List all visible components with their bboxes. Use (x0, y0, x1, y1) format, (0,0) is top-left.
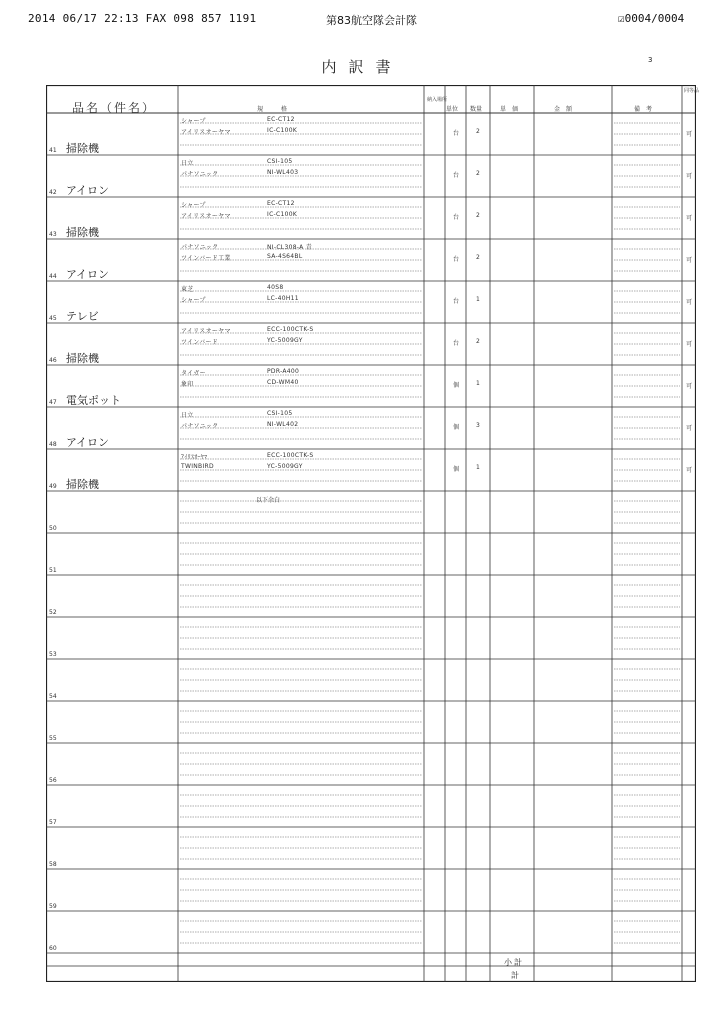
page-number: 3 (648, 56, 653, 64)
row-note: 以下余白 (256, 497, 281, 504)
equivalent-mark: 可 (686, 131, 693, 138)
item-name: 掃除機 (66, 478, 99, 491)
spec-maker: 日立 (181, 412, 194, 419)
quantity-cell: 3 (476, 422, 480, 429)
fax-page-mark: ☑0004/0004 (618, 12, 685, 25)
spec-model: NI-WL402 (267, 421, 299, 428)
header-quantity: 数量 (470, 106, 483, 113)
spec-maker: 象印 (181, 381, 194, 388)
item-name: 掃除機 (66, 352, 99, 365)
spec-maker: アイリスオーヤマ (181, 129, 231, 136)
spec-maker: ツインバード工業 (181, 255, 231, 262)
row-number: 56 (49, 777, 57, 784)
spec-model: ECC-100CTK-S (267, 452, 314, 459)
row-number: 53 (49, 651, 57, 658)
equivalent-mark: 可 (686, 215, 693, 222)
spec-model: NI-WL403 (267, 169, 299, 176)
quantity-cell: 1 (476, 296, 480, 303)
spec-model: IC-C100K (267, 127, 298, 134)
header-remarks: 備 考 (634, 106, 653, 113)
row-number: 57 (49, 819, 57, 826)
document-title: 内訳書 (321, 58, 403, 76)
row-number: 59 (49, 903, 57, 910)
row-number: 49 (49, 483, 57, 490)
spec-maker: アイリスオーヤマ (181, 328, 231, 335)
unit-cell: 台 (453, 298, 460, 305)
unit-cell: 台 (453, 172, 460, 179)
spec-maker: パナソニック (181, 244, 219, 251)
spec-maker: シャープ (181, 202, 206, 209)
header-unit: 単位 (446, 106, 459, 113)
equivalent-mark: 可 (686, 425, 693, 432)
spec-maker: ｱｲﾘｽｵｰﾔﾏ (181, 454, 208, 461)
header-delivery: 納入場所 (427, 97, 448, 103)
row-number: 54 (49, 693, 57, 700)
spec-model: EC-CT12 (267, 200, 295, 207)
spec-model: ECC-100CTK-S (267, 326, 314, 333)
header-item-name: 品名（件名） (72, 101, 157, 115)
item-name: 掃除機 (66, 226, 99, 239)
quantity-cell: 2 (476, 128, 480, 135)
row-number: 55 (49, 735, 57, 742)
quantity-cell: 1 (476, 380, 480, 387)
spec-model: EC-CT12 (267, 116, 295, 123)
header-amount: 金 額 (554, 106, 573, 113)
row-number: 46 (49, 357, 57, 364)
table-border (47, 86, 700, 982)
row-number: 48 (49, 441, 57, 448)
spec-maker: TWINBIRD (181, 463, 214, 470)
equivalent-mark: 可 (686, 299, 693, 306)
spec-maker: ツインバード (181, 339, 219, 346)
spec-maker: シャープ (181, 118, 206, 125)
equivalent-mark: 可 (686, 383, 693, 390)
item-name: 掃除機 (66, 142, 99, 155)
row-number: 52 (49, 609, 57, 616)
equivalent-mark: 可 (686, 173, 693, 180)
spec-model: YC-5009GY (267, 337, 303, 344)
spec-maker: シャープ (181, 297, 206, 304)
item-name: アイロン (66, 436, 110, 449)
equivalent-mark: 可 (686, 341, 693, 348)
equivalent-mark: 可 (686, 257, 693, 264)
spec-model: SA-4S64BL (267, 253, 303, 260)
row-number: 42 (49, 189, 57, 196)
spec-model: 40S8 (267, 284, 284, 291)
quantity-cell: 2 (476, 170, 480, 177)
equivalent-mark: 可 (686, 467, 693, 474)
breakdown-table (46, 85, 700, 982)
item-name: アイロン (66, 268, 110, 281)
row-number: 47 (49, 399, 57, 406)
fax-sender: 第83航空隊会計隊 (326, 14, 417, 27)
spec-model: NI-CL308-A 青 (267, 244, 313, 251)
row-number: 43 (49, 231, 57, 238)
unit-cell: 台 (453, 256, 460, 263)
spec-maker: パナソニック (181, 171, 219, 178)
row-number: 45 (49, 315, 57, 322)
fax-timestamp: 2014 06/17 22:13 FAX 098 857 1191 (28, 12, 257, 25)
row-number: 44 (49, 273, 57, 280)
item-name: 電気ポット (66, 394, 121, 407)
quantity-cell: 2 (476, 338, 480, 345)
quantity-cell: 2 (476, 254, 480, 261)
spec-maker: タイガー (181, 370, 206, 377)
row-number: 51 (49, 567, 57, 574)
table-grid (46, 85, 700, 982)
unit-cell: 個 (453, 466, 460, 473)
unit-cell: 個 (453, 382, 460, 389)
spec-model: IC-C100K (267, 211, 298, 218)
spec-model: CD-WM40 (267, 379, 299, 386)
quantity-cell: 2 (476, 212, 480, 219)
spec-maker: アイリスオーヤマ (181, 213, 231, 220)
unit-cell: 個 (453, 424, 460, 431)
row-number: 50 (49, 525, 57, 532)
total-label: 計 (511, 971, 521, 980)
spec-model: CSI-105 (267, 410, 293, 417)
unit-cell: 台 (453, 340, 460, 347)
row-number: 41 (49, 147, 57, 154)
unit-cell: 台 (453, 214, 460, 221)
fax-header (0, 8, 724, 28)
item-name: テレビ (66, 310, 99, 323)
spec-maker: 日立 (181, 160, 194, 167)
spec-model: CSI-105 (267, 158, 293, 165)
spec-maker: 東芝 (181, 286, 194, 293)
row-number: 58 (49, 861, 57, 868)
spec-maker: パナソニック (181, 423, 219, 430)
spec-model: YC-5009GY (267, 463, 303, 470)
header-equivalent: 同等品 (684, 88, 700, 94)
spec-model: PDR-A400 (267, 368, 300, 375)
spec-model: LC-40H11 (267, 295, 299, 302)
unit-cell: 台 (453, 130, 460, 137)
subtotal-label: 小計 (504, 958, 524, 967)
item-name: アイロン (66, 184, 110, 197)
row-number: 60 (49, 945, 57, 952)
quantity-cell: 1 (476, 464, 480, 471)
header-unit-price: 単 価 (500, 106, 519, 113)
header-spec: 規 格 (257, 106, 288, 113)
